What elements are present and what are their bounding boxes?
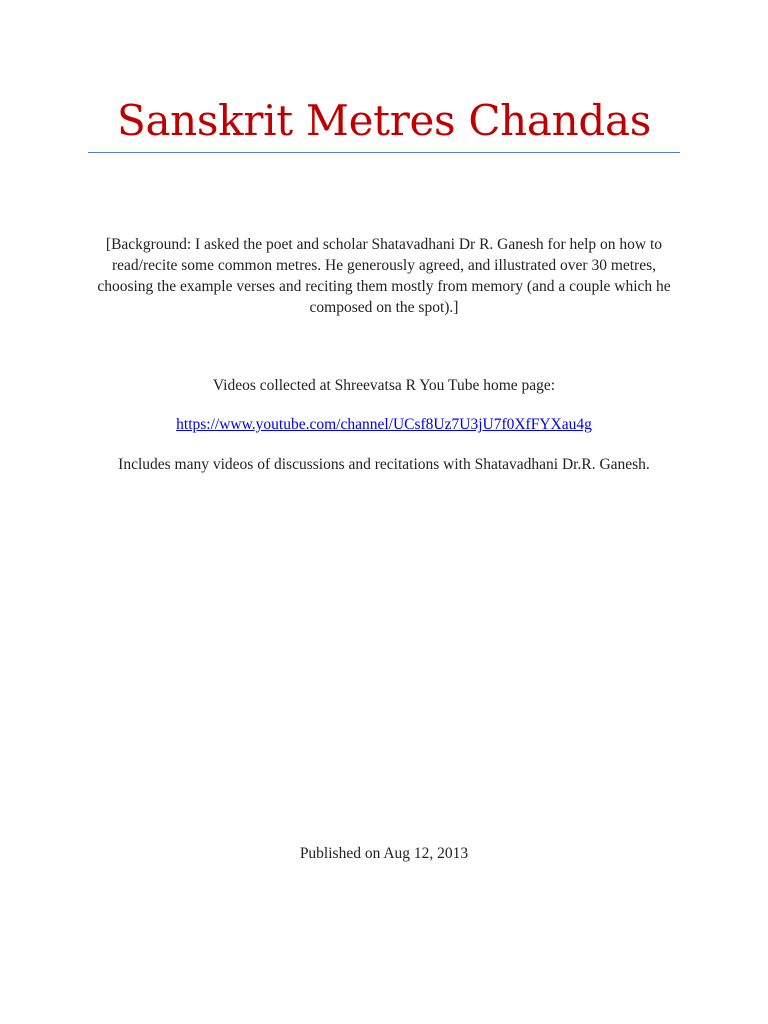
includes-videos-note: Includes many videos of discussions and recitations with Shatavadhani Dr.R. Ganesh. (118, 456, 650, 473)
background-paragraph: [Background: I asked the poet and scholar Shatavadhani Dr R. Ganesh for help on how to read/recite some common metres. He generously agreed, and illustrated over 30 metres, choosing the example verses and reciting them mostly from memory (and a couple which he composed on the spot).] (97, 236, 671, 316)
published-date: Published on Aug 12, 2013 (299, 845, 469, 862)
document-title: Sanskrit Metres Chandas (116, 96, 652, 145)
youtube-channel-link-line (90, 414, 678, 435)
title-underline-rule (88, 152, 680, 153)
videos-collected-note: Videos collected at Shreevatsa R You Tube home page: (212, 377, 556, 394)
youtube-channel-link[interactable]: https://www.youtube.com/channel/UCsf8Uz7U3jU7f0XfFYXau4g (176, 416, 592, 433)
